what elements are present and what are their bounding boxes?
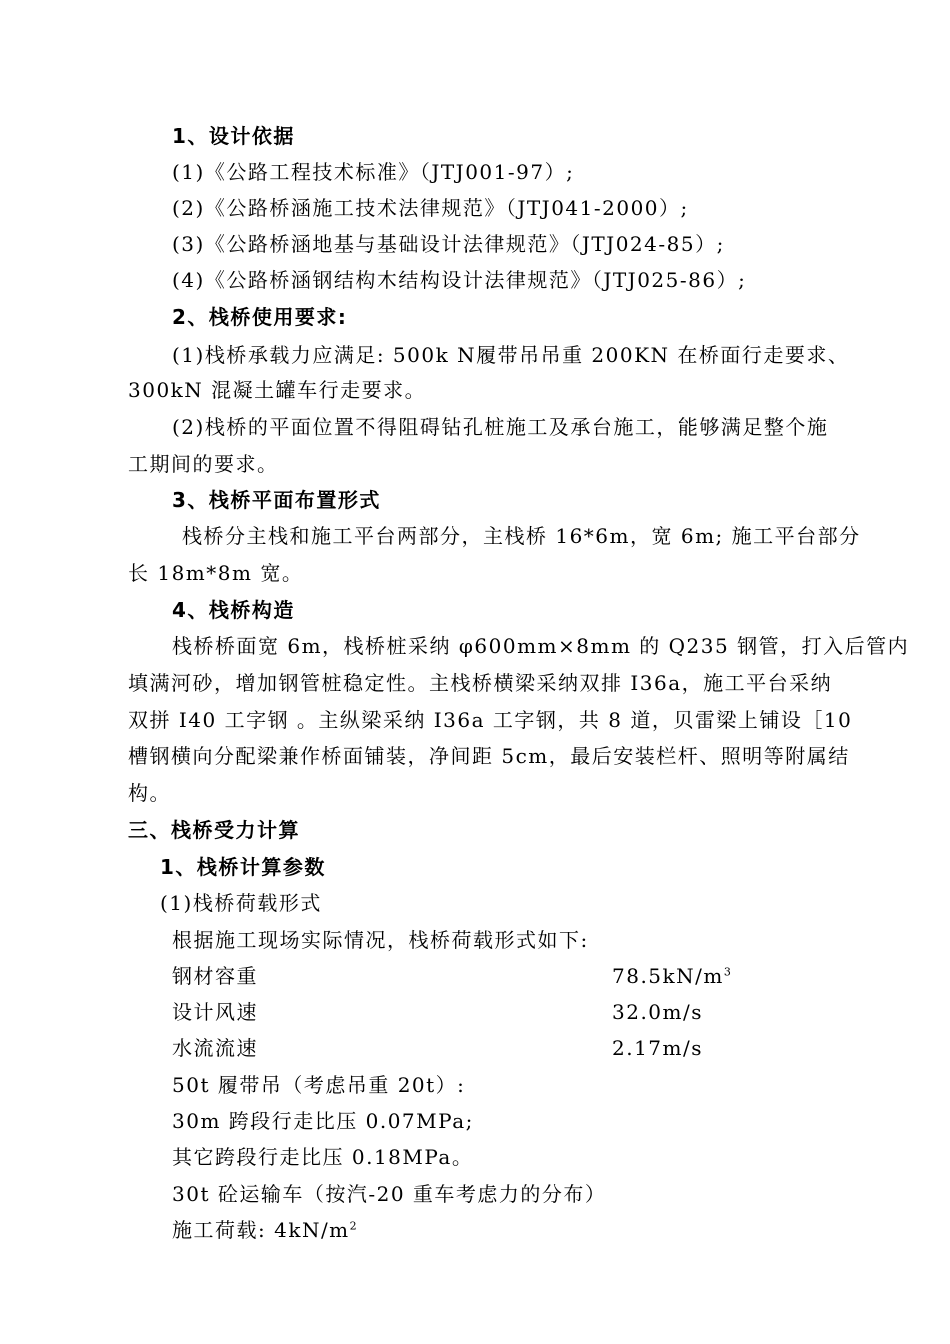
param-value: $78.5kN/m^3$ xyxy=(612,964,733,988)
param-value: 2.17m/s xyxy=(612,1036,703,1060)
load-form-item: (1)栈桥荷载形式 xyxy=(160,891,322,915)
param-row-flow-speed xyxy=(172,1034,703,1062)
layout-line1: 栈桥分主栈和施工平台两部分，主栈桥 16*6m，宽 6m; 施工平台部分 xyxy=(182,524,861,548)
section4-heading: 4、栈桥构造 xyxy=(172,598,295,622)
param-label: 水流流速 xyxy=(172,1036,258,1060)
crane-pressure-30m: 30m 跨段行走比压 0.07MPa; xyxy=(172,1109,474,1133)
crane-pressure-other: 其它跨段行走比压 0.18MPa。 xyxy=(172,1145,474,1169)
reference-item-2: (2)《公路桥涵施工技术法律规范》（JTJ041-2000）; xyxy=(172,196,689,220)
chapter3-sub1-heading: 1、栈桥计算参数 xyxy=(160,855,326,879)
structure-line2: 填满河砂，增加钢管桩稳定性。主栈桥横梁采纳双排 I36a，施工平台采纳 xyxy=(128,671,833,695)
section1-heading: 1、设计依据 xyxy=(172,124,295,148)
structure-line5: 构。 xyxy=(128,781,171,805)
reference-item-4: (4)《公路桥涵钢结构木结构设计法律规范》（JTJ025-86）; xyxy=(172,268,747,292)
load-intro: 根据施工现场实际情况，栈桥荷载形式如下: xyxy=(172,928,589,952)
structure-line4: 槽钢横向分配梁兼作桥面铺装，净间距 5cm，最后安装栏杆、照明等附属结 xyxy=(128,744,850,768)
construction-load: 施工荷载: $4kN/m^2$ xyxy=(172,1218,359,1242)
requirement-1-line2: 300kN 混凝土罐车行走要求。 xyxy=(128,378,427,402)
reference-item-1: (1)《公路工程技术标准》（JTJ001-97）; xyxy=(172,160,575,184)
param-label: 设计风速 xyxy=(172,1000,258,1024)
section2-heading: 2、栈桥使用要求: xyxy=(172,305,348,329)
requirement-2-line2: 工期间的要求。 xyxy=(128,452,279,476)
layout-line2: 长 18m*8m 宽。 xyxy=(128,561,304,585)
chapter3-heading: 三、栈桥受力计算 xyxy=(128,818,300,842)
reference-item-3: (3)《公路桥涵地基与基础设计法律规范》（JTJ024-85）; xyxy=(172,232,725,256)
structure-line3: 双拼 I40 工字钢 。主纵梁采纳 I36a 工字钢，共 8 道，贝雷梁上铺设［10 xyxy=(128,708,853,732)
param-value: 32.0m/s xyxy=(612,1000,703,1024)
requirement-1-line1: (1)栈桥承载力应满足: 500k N履带吊吊重 200KN 在桥面行走要求、 xyxy=(172,343,850,367)
section3-heading: 3、栈桥平面布置形式 xyxy=(172,488,381,512)
crane-load: 50t 履带吊（考虑吊重 20t）: xyxy=(172,1073,466,1097)
param-row-wind-speed xyxy=(172,998,703,1026)
param-row-steel-density xyxy=(172,962,733,990)
truck-load: 30t 砼运输车（按汽-20 重车考虑力的分布） xyxy=(172,1182,607,1206)
structure-line1: 栈桥桥面宽 6m，栈桥桩采纳 φ600mm×8mm 的 Q235 钢管，打入后管内 xyxy=(172,634,910,658)
param-label: 钢材容重 xyxy=(172,964,258,988)
requirement-2-line1: (2)栈桥的平面位置不得阻碍钻孔桩施工及承台施工，能够满足整个施 xyxy=(172,415,829,439)
